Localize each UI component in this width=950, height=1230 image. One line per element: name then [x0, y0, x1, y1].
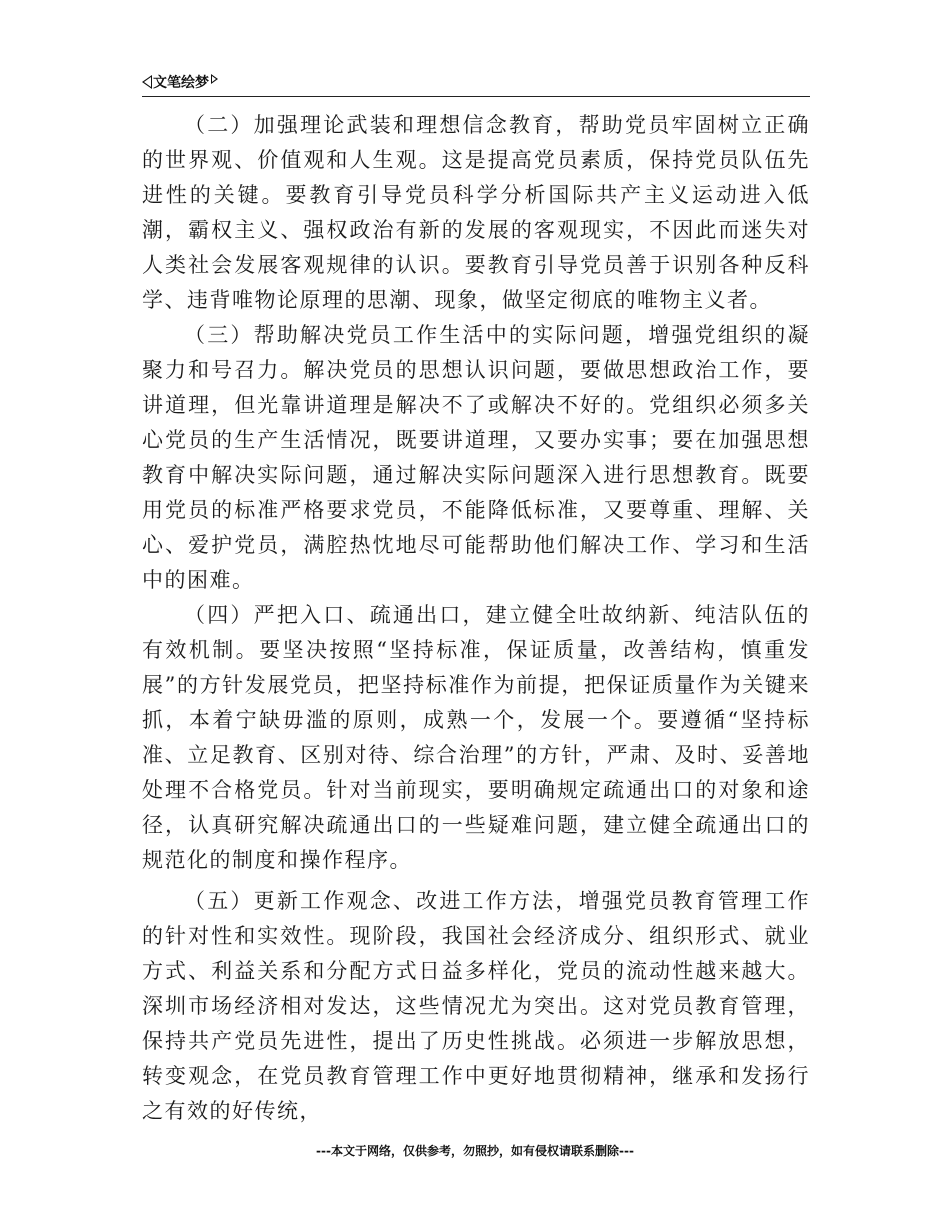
triangle-right-icon	[211, 74, 218, 84]
paragraph-4: （四）严把入口、疏通出口，建立健全吐故纳新、纯洁队伍的有效机制。要坚决按照“坚持标准，保证质量，改善结构，慎重发展”的方针发展党员，把坚持标准作为前提，把保证质量作为关键来抓，本着宁缺毋滥的原则，成熟一个，发展一个。要遵循“坚持标准、立足教育、区别对待、综合治理”的方针，严肃、及时、妥善地处理不合格党员。针对当前现实，要明确规定疏通出口的对象和途径，认真研究解决疏通出口的一些疑难问题，建立健全疏通出口的规范化的制度和操作程序。	[142, 603, 810, 872]
footer-notice: ---本文于网络，仅供参考，勿照抄，如有侵权请联系删除---	[316, 1144, 634, 1158]
paragraph-3: （三）帮助解决党员工作生活中的实际问题，增强党组织的凝聚力和号召力。解决党员的思想认识问题，要做思想政治工作，要讲道理，但光靠讲道理是解决不了或解决不好的。党组织必须多关心党员的生产生活情况，既要讲道理，又要办实事；要在加强思想教育中解决实际问题，通过解决实际问题深入进行思想教育。既要用党员的标准严格要求党员，不能降低标准，又要尊重、理解、关心、爱护党员，满腔热忱地尽可能帮助他们解决工作、学习和生活中的困难。	[142, 323, 810, 592]
paragraph-2: （二）加强理论武装和理想信念教育，帮助党员牢固树立正确的世界观、价值观和人生观。这是提高党员素质，保持党员队伍先进性的关键。要教育引导党员科学分析国际共产主义运动进入低潮，霸权主义、强权政治有新的发展的客观现实，不因此而迷失对人类社会发展客观规律的认识。要教育引导党员善于识别各种反科学、违背唯物论原理的思潮、现象，做坚定彻底的唯物主义者。	[142, 113, 810, 312]
header-brand	[142, 72, 218, 92]
document-body	[142, 108, 810, 1129]
paragraph-5: （五）更新工作观念、改进工作方法，增强党员教育管理工作的针对性和实效性。现阶段，我国社会经济成分、组织形式、就业方式、利益关系和分配方式日益多样化，党员的流动性越来越大。深圳市场经济相对发达，这些情况尤为突出。这对党员教育管理，保持共产党员先进性，提出了历史性挑战。必须进一步解放思想，转变观念，在党员教育管理工作中更好地贯彻精神，继承和发扬行之有效的好传统，	[142, 889, 810, 1123]
brand-name: 文笔绘梦	[153, 75, 209, 91]
page-header	[142, 70, 810, 97]
triangle-left-icon	[142, 75, 152, 89]
